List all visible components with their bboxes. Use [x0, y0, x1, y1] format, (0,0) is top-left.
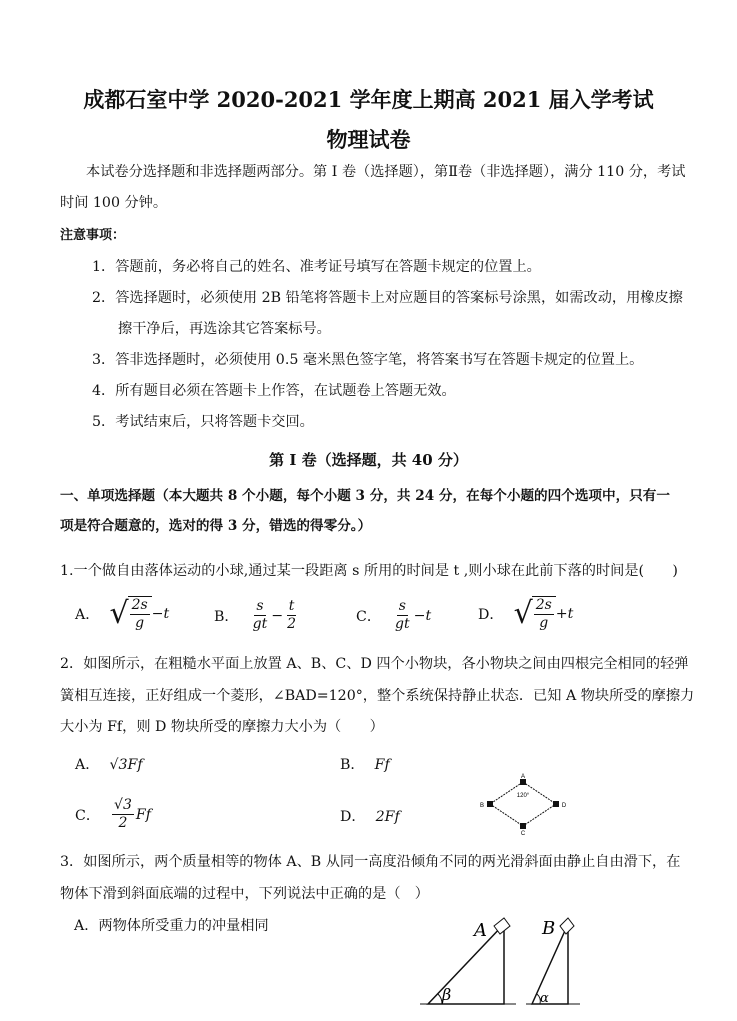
q2-line-3: 大小为 Ff，则 D 物块所受的摩擦力大小为（ ）	[60, 719, 384, 735]
angle-alpha: α	[540, 991, 549, 1006]
q2-c-denominator: 2	[118, 815, 128, 831]
block-c	[520, 823, 526, 829]
label-a: A	[520, 774, 526, 780]
q1-c-numerator: s	[398, 598, 406, 614]
section-instructions-1: 一、单项选择题（本大题共 8 个小题，每个小题 3 分，共 24 分，在每个小题的四个选项中，只有一	[60, 488, 670, 504]
q2-option-a-label: A．	[75, 757, 100, 773]
sqrt-symbol: √ $\frac{2s}{g}$	[109, 596, 151, 632]
note-item-3: 3．答非选择题时，必须使用 0.5 毫米黑色签字笔，将答案书写在答题卡规定的位置上。	[92, 352, 644, 368]
q2-option-d-label: D．	[340, 809, 366, 825]
q1-stem: 1.一个做自由落体运动的小球,通过某一段距离 s 所用的时间是 t ,则小球在此前下落的时间是( )	[60, 563, 678, 579]
note-item-2: 2．答选择题时，必须使用 2B 铅笔将答题卡上对应题目的答案标号涂黑，如需改动，用橡皮擦	[92, 290, 683, 306]
block-d	[553, 801, 559, 807]
q2-c-tail: Ff	[135, 806, 151, 823]
q2-option-d-value: 2Ff	[375, 809, 400, 825]
q1-c-denominator: gt	[395, 616, 410, 632]
q3-line-1: 3．如图所示，两个质量相等的物体 A、B 从同一高度沿倾角不同的两光滑斜面由静止自由滑下，在	[60, 854, 681, 870]
exam-title: 成都石室中学 2020-2021 学年度上期高 2021 届入学考试	[83, 87, 654, 112]
q1-b2-numerator: t	[288, 598, 295, 614]
q2-option-a	[75, 755, 143, 775]
q3-line-2: 物体下滑到斜面底端的过程中，下列说法中正确的是（ ）	[60, 886, 429, 902]
q1-a-denominator: g	[135, 615, 145, 631]
label-c: C	[520, 831, 526, 836]
note-item-5: 5．考试结束后，只将答题卡交回。	[92, 414, 314, 430]
q2-option-b	[340, 755, 390, 775]
notes-heading: 注意事项：	[60, 228, 126, 243]
rhombus-figure	[478, 772, 568, 836]
q1-d-tail: +t	[555, 606, 574, 622]
q1-c-tail: −t	[413, 607, 432, 624]
q2-option-b-value: Ff	[374, 757, 390, 773]
q1-d-denominator: g	[539, 615, 549, 631]
note-item-2-cont: 擦干净后，再选涂其它答案标号。	[118, 321, 331, 337]
q1-option-d	[478, 596, 573, 632]
spring-rhombus	[490, 782, 556, 826]
q1-option-c-label: C．	[356, 608, 382, 625]
incline-left	[428, 924, 504, 1004]
angle-beta: β	[442, 985, 452, 1004]
q1-b1-denominator: gt	[252, 616, 268, 632]
q1-b1-numerator: s	[256, 598, 264, 614]
intro-line-2: 时间 100 分钟。	[60, 195, 168, 211]
q1-b-minus: −	[271, 607, 284, 624]
block-b	[487, 801, 493, 807]
q1-option-d-label: D．	[478, 607, 504, 623]
part1-heading: 第 I 卷（选择题，共 40 分）	[269, 451, 468, 469]
q2-option-c	[75, 797, 151, 832]
note-item-4: 4．所有题目必须在答题卡上作答，在试题卷上答题无效。	[92, 383, 456, 399]
q1-option-b	[214, 598, 300, 633]
q2-option-c-label: C．	[75, 807, 101, 824]
q2-line-1: 2．如图所示，在粗糙水平面上放置 A、B、C、D 四个小物块，各小物块之间由四根完全相同的轻弹	[60, 656, 689, 672]
q1-a-numerator: 2s	[131, 597, 148, 613]
label-b: B	[479, 803, 485, 809]
q1-option-a	[75, 596, 169, 632]
q1-option-a-label: A．	[75, 607, 100, 623]
intro-line-1: 本试卷分选择题和非选择题两部分。第 I 卷（选择题），第Ⅱ卷（非选择题），满分 110 分，考试	[86, 164, 686, 180]
q1-d-numerator: 2s	[535, 597, 552, 613]
section-instructions-2: 项是符合题意的，选对的得 3 分，错选的得零分。）	[60, 518, 372, 534]
q2-option-d	[340, 807, 400, 827]
angle-label: 120°	[516, 793, 530, 799]
q1-option-b-label: B．	[214, 608, 239, 625]
q2-option-b-label: B．	[340, 757, 365, 773]
label-a: A	[474, 920, 487, 941]
q1-b2-denominator: 2	[287, 616, 297, 632]
q1-a-tail: −t	[151, 606, 170, 622]
sqrt-symbol: √ $\frac{2s}{g}$	[514, 596, 556, 632]
inclines-figure	[420, 912, 590, 1012]
label-d: D	[561, 803, 567, 809]
label-b: B	[542, 918, 556, 939]
note-item-1: 1．答题前，务必将自己的姓名、准考证号填写在答题卡规定的位置上。	[92, 259, 541, 275]
block-b	[560, 918, 574, 934]
q2-c-numerator: √3	[114, 797, 132, 813]
q2-option-a-value: √3Ff	[109, 757, 143, 773]
exam-subtitle: 物理试卷	[326, 127, 411, 152]
q2-line-2: 簧相互连接，正好组成一个菱形，∠BAD=120°，整个系统保持静止状态．已知 A 物块所受的摩擦力	[60, 688, 695, 704]
q1-option-c	[356, 598, 431, 633]
q3-option-a: A．两物体所受重力的冲量相同	[74, 918, 269, 934]
